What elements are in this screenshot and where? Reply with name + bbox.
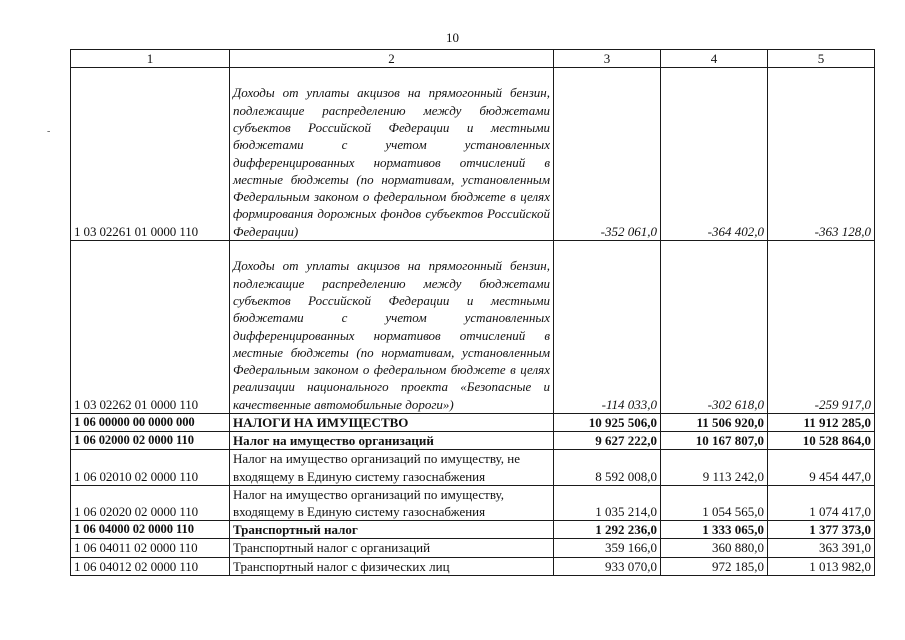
value-col5: 10 528 864,0 [768,432,875,450]
table-row [71,414,875,432]
column-header-4: 4 [661,50,768,68]
value-col3: -352 061,0 [554,68,661,241]
value-col3: -114 033,0 [554,241,661,414]
value-col5: 9 454 447,0 [768,450,875,485]
margin-mark: - [47,126,51,137]
table-row [71,521,875,539]
value-col3: 1 035 214,0 [554,485,661,520]
value-col4: 11 506 920,0 [661,414,768,432]
revenue-description: Транспортный налог с физических лиц [230,557,554,575]
revenue-description: Транспортный налог [230,521,554,539]
table-row [71,539,875,557]
value-col5: 1 074 417,0 [768,485,875,520]
value-col4: 1 054 565,0 [661,485,768,520]
value-col5: 11 912 285,0 [768,414,875,432]
revenue-description: Доходы от уплаты акцизов на прямогонный бензин, подлежащие распределению между бюджетами субъектов Российской Федерации и местными бюджетами с учетом установленных дифференцированных нормативов отчислений в местные бюджеты (по нормативам, установленным Федеральным законом о федеральном бюджете в целях формирования дорожных фондов субъектов Российской Федерации) [230,68,554,241]
budget-code: 1 06 00000 00 0000 000 [71,414,230,432]
column-header-2: 2 [230,50,554,68]
value-col4: 9 113 242,0 [661,450,768,485]
table-row [71,432,875,450]
value-col3: 1 292 236,0 [554,521,661,539]
budget-code: 1 06 04012 02 0000 110 [71,557,230,575]
value-col5: 1 013 982,0 [768,557,875,575]
page-number: 10 [446,30,459,45]
revenue-description: Транспортный налог с организаций [230,539,554,557]
value-col3: 8 592 008,0 [554,450,661,485]
value-col3: 9 627 222,0 [554,432,661,450]
value-col3: 10 925 506,0 [554,414,661,432]
value-col4: 1 333 065,0 [661,521,768,539]
value-col5: 1 377 373,0 [768,521,875,539]
table-row [71,68,875,241]
revenue-description: Налог на имущество организаций [230,432,554,450]
column-number-header-row [71,50,875,68]
column-header-1: 1 [71,50,230,68]
value-col5: 363 391,0 [768,539,875,557]
revenue-description: Налог на имущество организаций по имуществу, не входящему в Единую систему газоснабжения [230,450,554,485]
value-col3: 933 070,0 [554,557,661,575]
value-col5: -259 917,0 [768,241,875,414]
budget-code: 1 06 02020 02 0000 110 [71,485,230,520]
budget-code: 1 03 02261 01 0000 110 [71,68,230,241]
table-row [71,557,875,575]
value-col4: 972 185,0 [661,557,768,575]
revenue-description: Доходы от уплаты акцизов на прямогонный бензин, подлежащие распределению между бюджетами субъектов Российской Федерации и местными бюджетами с учетом установленных дифференцированных нормативов отчислений в местные бюджеты (по нормативам, установленным Федеральным законом о федеральном бюджете в целях реализации национального проекта «Безопасные и качественные автомобильные дороги») [230,241,554,414]
budget-code: 1 06 04000 02 0000 110 [71,521,230,539]
table-row [71,450,875,485]
column-header-5: 5 [768,50,875,68]
budget-code: 1 03 02262 01 0000 110 [71,241,230,414]
value-col4: 10 167 807,0 [661,432,768,450]
budget-code: 1 06 02010 02 0000 110 [71,450,230,485]
value-col5: -363 128,0 [768,68,875,241]
value-col4: -302 618,0 [661,241,768,414]
table-row [71,485,875,520]
value-col4: 360 880,0 [661,539,768,557]
budget-code: 1 06 04011 02 0000 110 [71,539,230,557]
value-col3: 359 166,0 [554,539,661,557]
budget-code: 1 06 02000 02 0000 110 [71,432,230,450]
revenue-description: НАЛОГИ НА ИМУЩЕСТВО [230,414,554,432]
value-col4: -364 402,0 [661,68,768,241]
revenue-description: Налог на имущество организаций по имуществу, входящему в Единую систему газоснабжения [230,485,554,520]
table-row [71,241,875,414]
column-header-3: 3 [554,50,661,68]
revenue-table [70,49,875,576]
